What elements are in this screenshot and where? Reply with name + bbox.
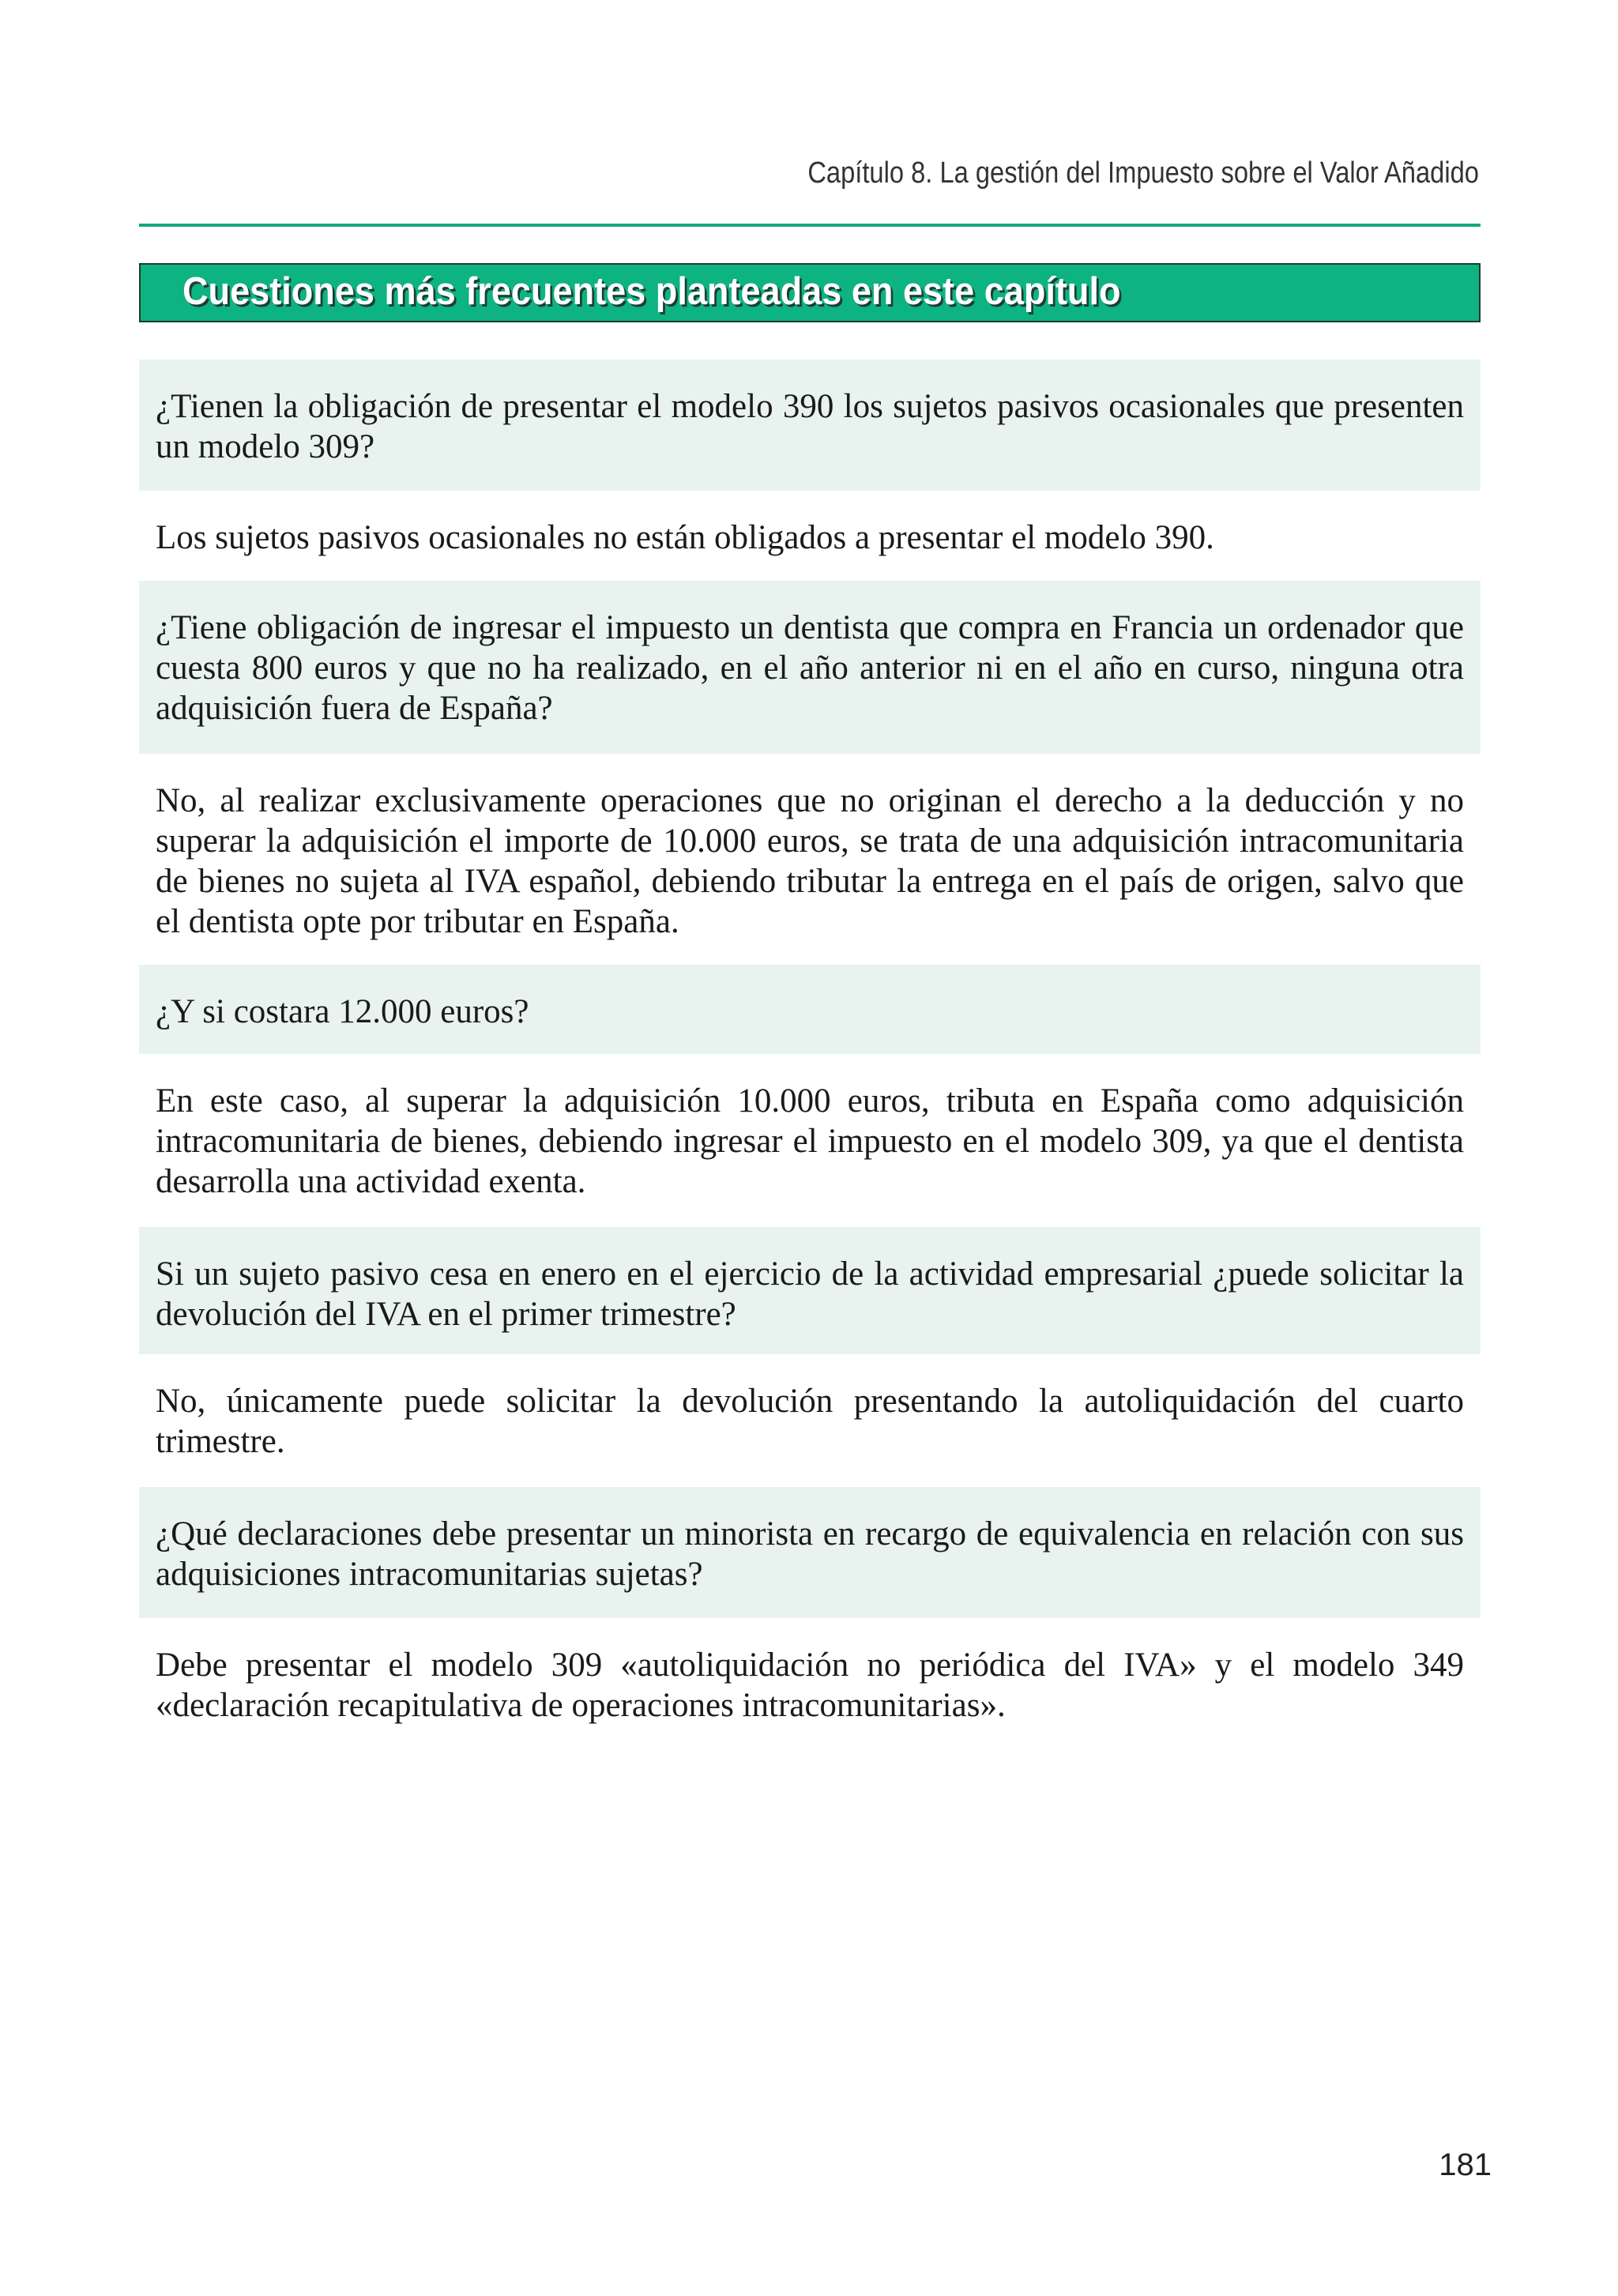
faq-answer-text: No, al realizar exclusivamente operaciones que no originan el derecho a la deducción y no superar la adquisición el importe de 10.000 euros, se trata de una adquisición intracomunitaria de bienes no sujeta al IVA español, debiendo tributar la entrega en el país de origen, salvo que el dentista opte por tributar en España. — [156, 782, 1464, 940]
faq-answer — [139, 1054, 1481, 1227]
faq-question — [139, 581, 1481, 754]
faq-question — [139, 1227, 1481, 1354]
header-divider — [139, 224, 1481, 227]
faq-list — [139, 359, 1481, 1737]
faq-answer — [139, 1618, 1481, 1737]
faq-answer-text: En este caso, al superar la adquisición 10.000 euros, tributa en España como adquisición intracomunitaria de bienes, debiendo ingresar el impuesto en el modelo 309, ya que el dentista desarrolla una actividad exenta. — [156, 1082, 1464, 1200]
faq-question-text: ¿Tienen la obligación de presentar el modelo 390 los sujetos pasivos ocasionales que presenten un modelo 309? — [156, 388, 1464, 465]
faq-answer — [139, 491, 1481, 581]
faq-question-text: Si un sujeto pasivo cesa en enero en el ejercicio de la actividad empresarial ¿puede solicitar la devolución del IVA en el primer trimestre? — [156, 1255, 1464, 1333]
page-number: 181 — [1439, 2147, 1492, 2182]
faq-answer-text: Los sujetos pasivos ocasionales no están obligados a presentar el modelo 390. — [156, 519, 1214, 556]
faq-question-text: ¿Qué declaraciones debe presentar un minorista en recargo de equivalencia en relación con sus adquisiciones intracomunitarias sujetas? — [156, 1515, 1464, 1593]
faq-answer-text: No, únicamente puede solicitar la devolución presentando la autoliquidación del cuarto trimestre. — [156, 1383, 1464, 1460]
faq-question — [139, 1487, 1481, 1618]
faq-answer — [139, 1354, 1481, 1487]
section-title: Cuestiones más frecuentes planteadas en este capítulo — [182, 270, 1121, 313]
faq-answer-text: Debe presentar el modelo 309 «autoliquidación no periódica del IVA» y el modelo 349 «declaración recapitulativa de operaciones intracomunitarias». — [156, 1647, 1464, 1724]
faq-answer — [139, 754, 1481, 965]
faq-question — [139, 359, 1481, 491]
section-title-banner — [139, 263, 1481, 322]
faq-question-text: ¿Y si costara 12.000 euros? — [156, 993, 529, 1030]
faq-question-text: ¿Tiene obligación de ingresar el impuesto un dentista que compra en Francia un ordenador que cuesta 800 euros y que no ha realizado, en el año anterior ni en el año en curso, ninguna otra adquisición fuera de España? — [156, 609, 1464, 727]
running-header: Capítulo 8. La gestión del Impuesto sobre el Valor Añadido — [807, 156, 1479, 190]
faq-question — [139, 965, 1481, 1054]
